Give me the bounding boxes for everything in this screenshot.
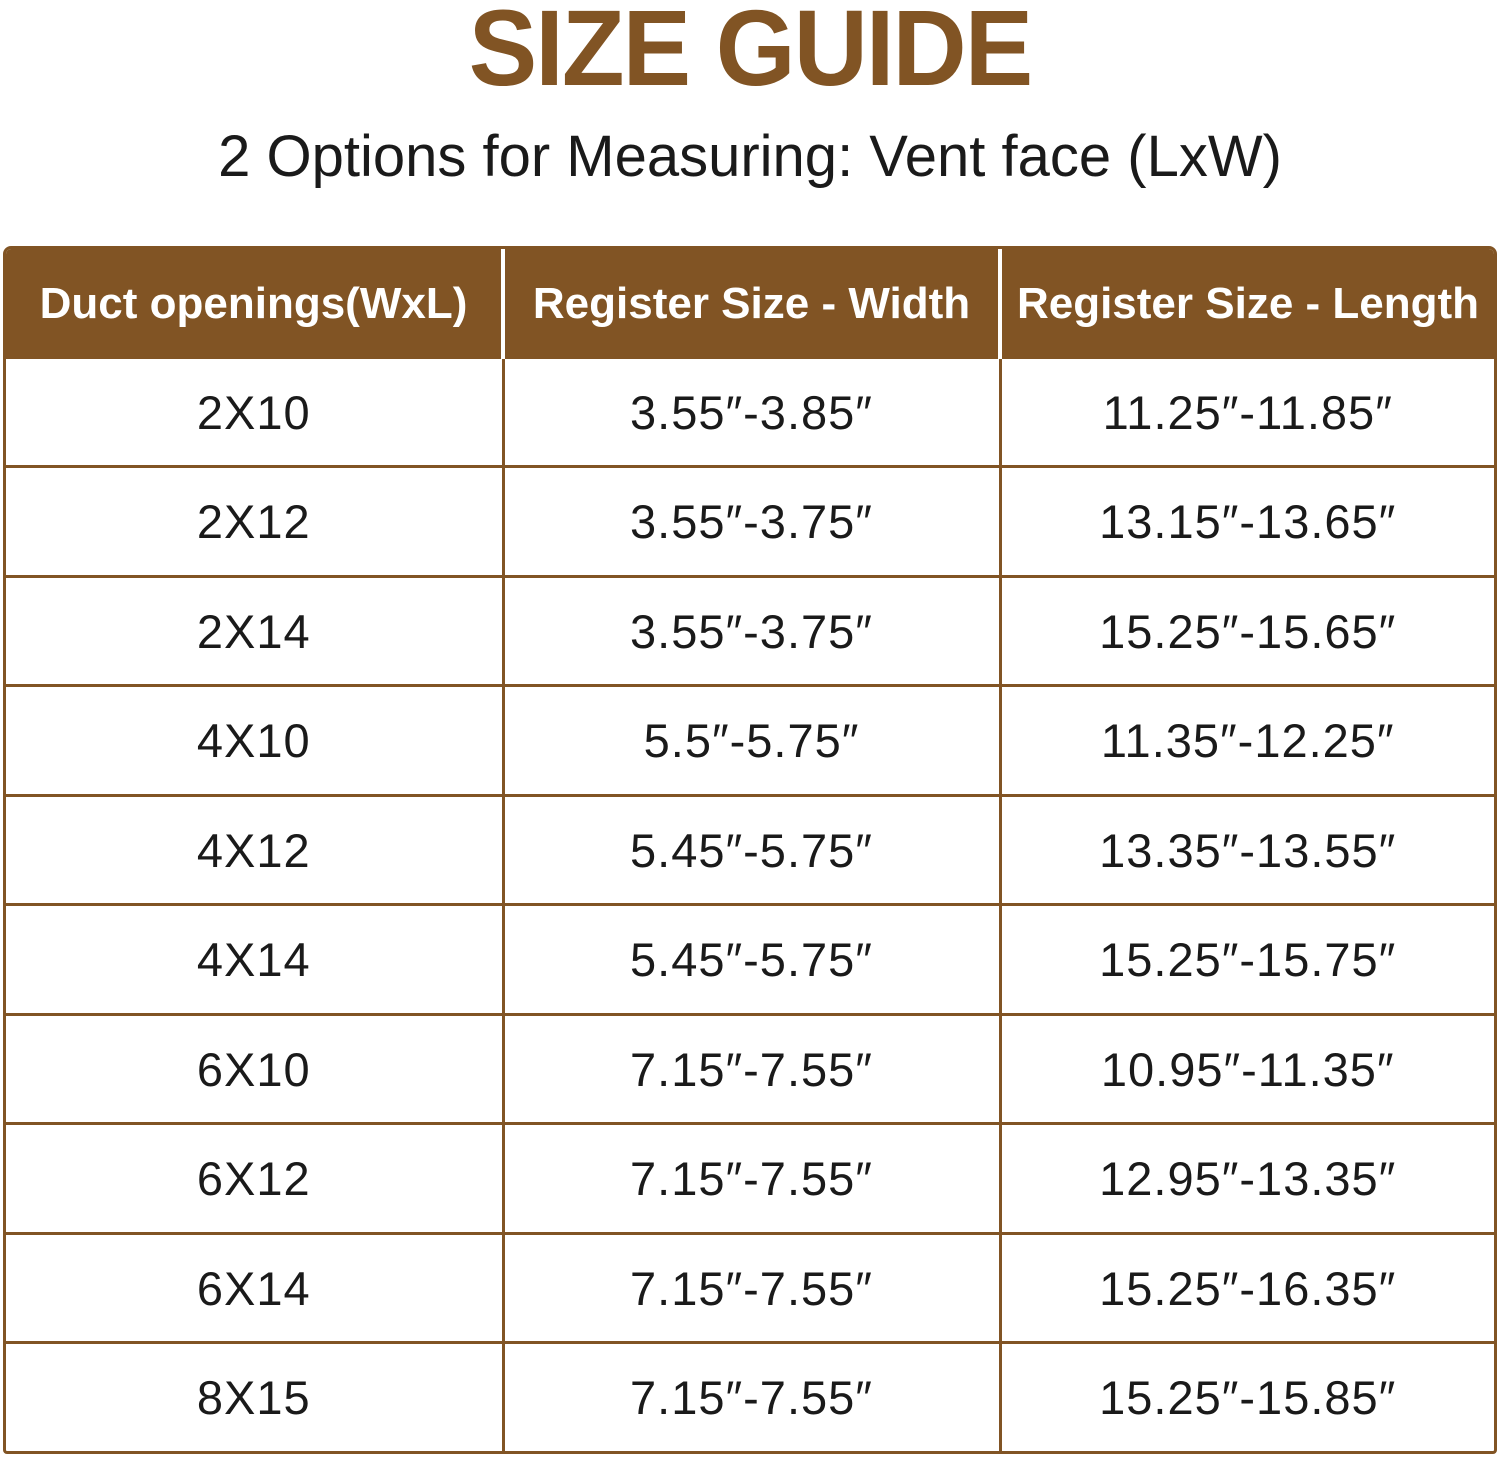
register-width-cell: 7.15″-7.55″ — [503, 1343, 1000, 1451]
register-length-cell: 15.25″-15.75″ — [1000, 905, 1494, 1015]
register-width-cell: 5.5″-5.75″ — [503, 686, 1000, 796]
size-table-container — [3, 246, 1497, 1454]
table-row — [6, 686, 1494, 796]
duct-opening-cell: 4X14 — [6, 905, 503, 1015]
table-row — [6, 359, 1494, 467]
table-row — [6, 1233, 1494, 1343]
duct-opening-cell: 2X12 — [6, 467, 503, 577]
page-subtitle: 2 Options for Measuring: Vent face (LxW) — [218, 124, 1282, 189]
column-header-register-length: Register Size - Length — [1000, 249, 1494, 359]
duct-opening-cell: 2X10 — [6, 359, 503, 467]
register-length-cell: 11.25″-11.85″ — [1000, 359, 1494, 467]
register-length-cell: 11.35″-12.25″ — [1000, 686, 1494, 796]
register-width-cell: 5.45″-5.75″ — [503, 795, 1000, 905]
table-row — [6, 467, 1494, 577]
register-length-cell: 15.25″-15.65″ — [1000, 576, 1494, 686]
column-header-duct-openings: Duct openings(WxL) — [6, 249, 503, 359]
register-width-cell: 7.15″-7.55″ — [503, 1014, 1000, 1124]
register-width-cell: 3.55″-3.75″ — [503, 467, 1000, 577]
register-width-cell: 5.45″-5.75″ — [503, 905, 1000, 1015]
duct-opening-cell: 6X14 — [6, 1233, 503, 1343]
register-width-cell: 7.15″-7.55″ — [503, 1124, 1000, 1234]
register-width-cell: 3.55″-3.75″ — [503, 576, 1000, 686]
duct-opening-cell: 4X12 — [6, 795, 503, 905]
column-header-register-width: Register Size - Width — [503, 249, 1000, 359]
table-row — [6, 576, 1494, 686]
table-row — [6, 1014, 1494, 1124]
duct-opening-cell: 4X10 — [6, 686, 503, 796]
register-length-cell: 13.15″-13.65″ — [1000, 467, 1494, 577]
duct-opening-cell: 2X14 — [6, 576, 503, 686]
table-row — [6, 1124, 1494, 1234]
register-length-cell: 10.95″-11.35″ — [1000, 1014, 1494, 1124]
size-table — [6, 249, 1494, 1451]
register-length-cell: 13.35″-13.55″ — [1000, 795, 1494, 905]
table-row — [6, 795, 1494, 905]
register-length-cell: 15.25″-15.85″ — [1099, 1371, 1397, 1425]
duct-opening-cell: 6X10 — [6, 1014, 503, 1124]
table-header-row — [6, 249, 1494, 359]
register-width-cell: 7.15″-7.55″ — [503, 1233, 1000, 1343]
duct-opening-cell: 6X12 — [6, 1124, 503, 1234]
register-length-cell: 12.95″-13.35″ — [1000, 1124, 1494, 1234]
register-length-cell: 15.25″-16.35″ — [1000, 1233, 1494, 1343]
duct-opening-cell: 8X15 — [6, 1343, 503, 1451]
table-row — [6, 1343, 1494, 1451]
register-width-cell: 3.55″-3.85″ — [503, 359, 1000, 467]
table-row — [6, 905, 1494, 1015]
page-title: SIZE GUIDE — [468, 0, 1032, 108]
